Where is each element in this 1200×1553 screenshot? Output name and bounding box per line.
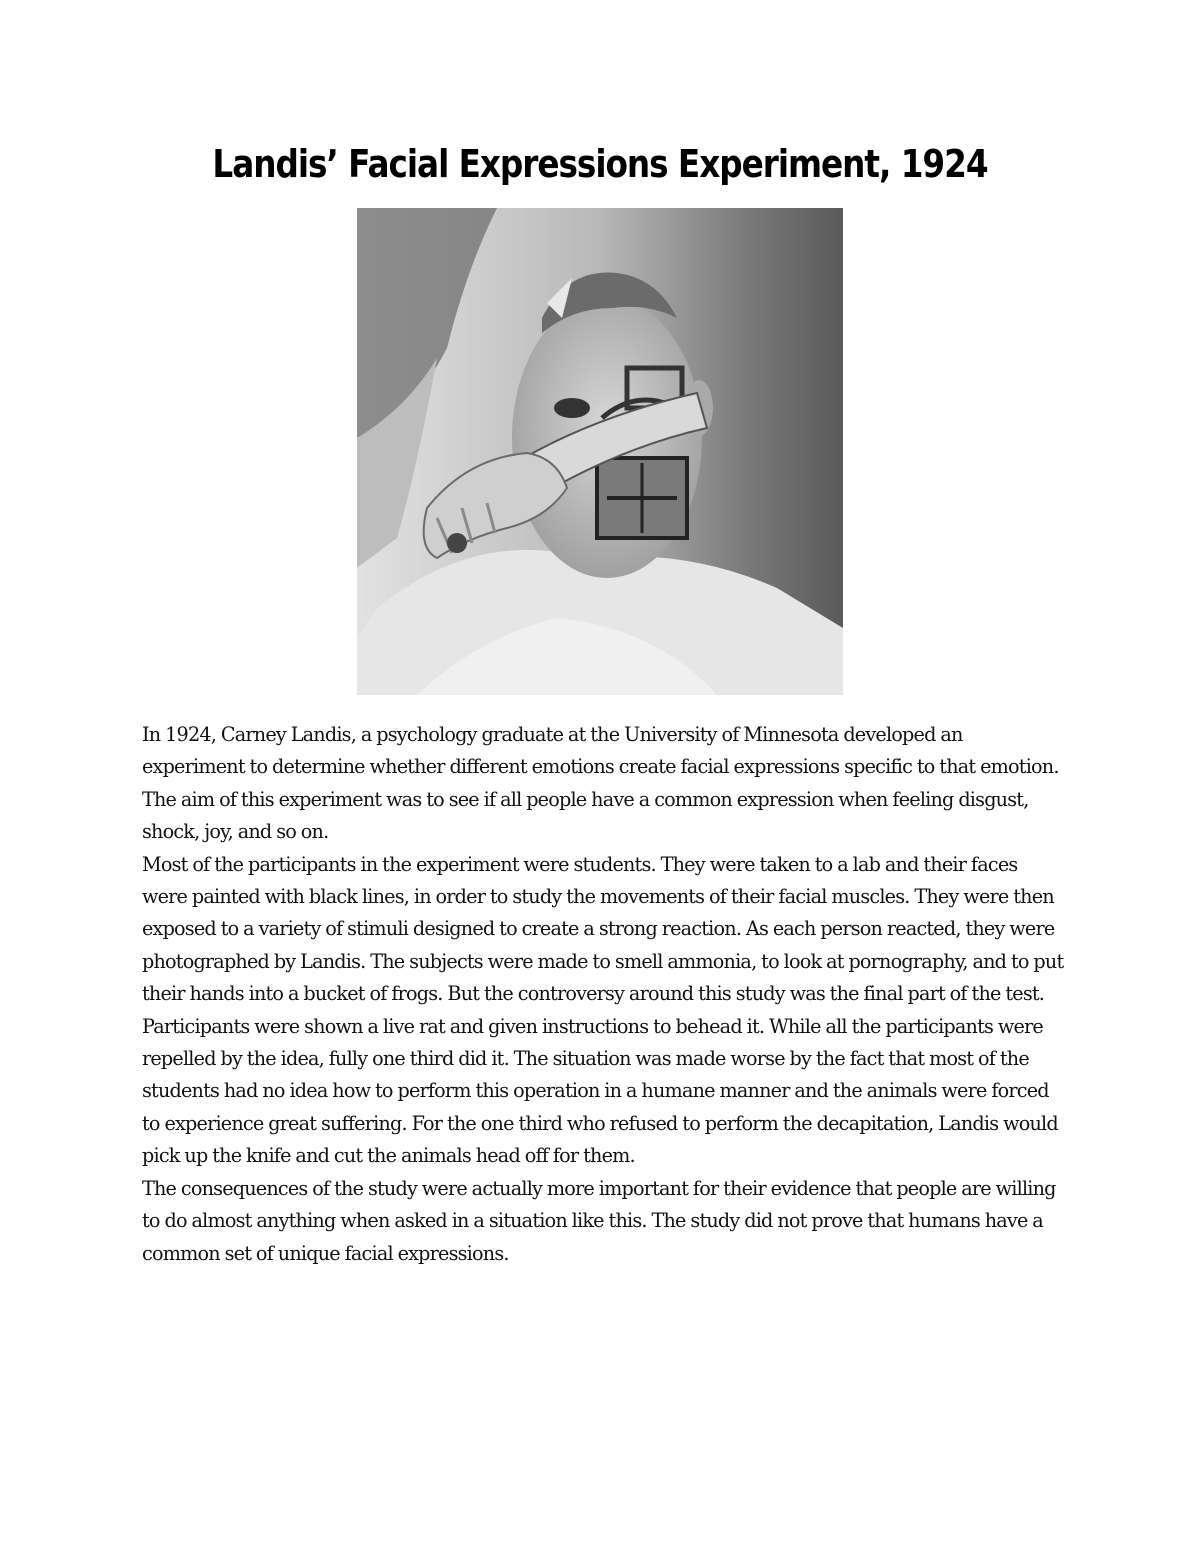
body-paragraph: The consequences of the study were actually more important for their evidence that people are willing to do almost anything when asked in a situation like this. The study did not prove that humans have a common set of unique facial expressions.	[142, 1176, 1056, 1265]
document-body	[142, 719, 1067, 1270]
experiment-photo	[357, 208, 843, 695]
photograph-icon	[357, 208, 843, 695]
document-title: Landis’ Facial Expressions Experiment, 1924	[212, 142, 988, 186]
body-paragraph: Most of the participants in the experiment were students. They were taken to a lab and their faces were painted with black lines, in order to study the movements of their facial muscles. They were then exposed to a variety of stimuli designed to create a strong reaction. As each person reacted, they were photographed by Landis. The subjects were made to smell ammonia, to look at pornography, and to put their hands into a bucket of frogs. But the controversy around this study was the final part of the test.	[142, 852, 1064, 1006]
body-paragraph: Participants were shown a live rat and given instructions to behead it. While all the participants were repelled by the idea, fully one third did it. The situation was made worse by the fact that most of the students had no idea how to perform this operation in a humane manner and the animals were forced to experience great suffering. For the one third who refused to perform the decapitation, Landis would pick up the knife and cut the animals head off for them.	[142, 1014, 1058, 1168]
body-paragraph: In 1924, Carney Landis, a psychology graduate at the University of Minnesota developed an experiment to determine whether different emotions create facial expressions specific to that emotion. The aim of this experiment was to see if all people have a common expression when feeling disgust, shock, joy, and so on.	[142, 723, 1059, 844]
